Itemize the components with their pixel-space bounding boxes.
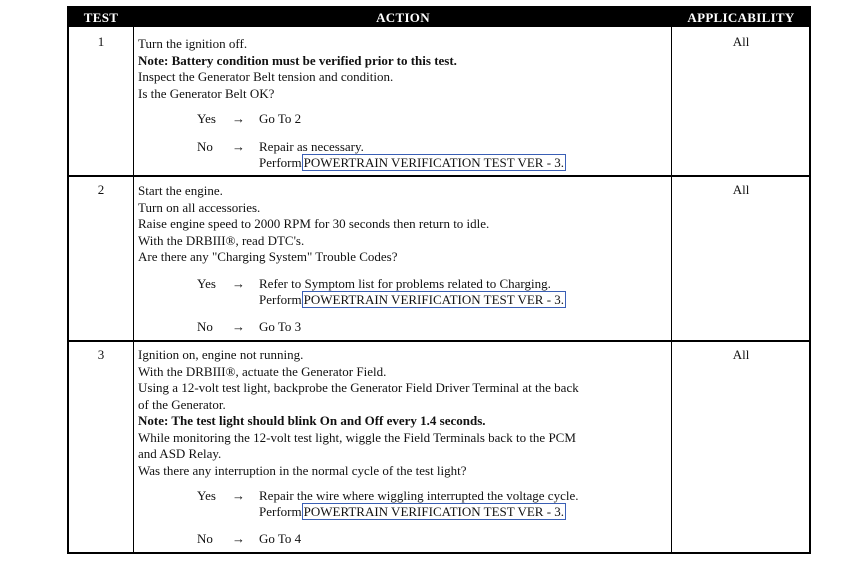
- action-line: Using a 12-volt test light, backprobe the Generator Field Driver Terminal at the back: [138, 380, 579, 395]
- action-line: Ignition on, engine not running.: [138, 347, 304, 362]
- action-line: and ASD Relay.: [138, 446, 222, 461]
- action-line: Are there any "Charging System" Trouble Codes?: [138, 249, 398, 264]
- perform-label: Perform: [259, 504, 302, 519]
- header-applicability: APPLICABILITY: [687, 10, 795, 25]
- column-divider: [133, 27, 134, 552]
- no-result: Repair as necessary.: [259, 139, 364, 154]
- applicability-value: All: [732, 182, 750, 197]
- table-header: [69, 8, 809, 27]
- header-action: ACTION: [376, 10, 430, 25]
- perform-line: [259, 292, 566, 308]
- action-text: [138, 36, 674, 102]
- yes-result: Refer to Symptom list for problems related to Charging.: [259, 276, 551, 291]
- action-line: With the DRBIII®, read DTC's.: [138, 232, 305, 248]
- action-note: Note: Battery condition must be verified prior to this test.: [138, 52, 457, 68]
- action-line: Turn on all accessories.: [138, 199, 261, 215]
- action-line: While monitoring the 12-volt test light, wiggle the Field Terminals back to the PCM: [138, 429, 576, 445]
- row-divider: [69, 175, 809, 177]
- action-note: Note: The test light should blink On and Off every 1.4 seconds.: [138, 413, 486, 428]
- verification-test-link[interactable]: POWERTRAIN VERIFICATION TEST VER - 3.: [303, 155, 565, 170]
- yes-label: Yes: [197, 488, 216, 503]
- action-line: Turn the ignition off.: [138, 36, 248, 51]
- arrow-icon: →: [232, 276, 245, 291]
- yes-result: Repair the wire where wiggling interrupted the voltage cycle.: [259, 488, 579, 503]
- arrow-icon: →: [232, 319, 245, 334]
- yes-label: Yes: [197, 111, 216, 126]
- action-line: of the Generator.: [138, 396, 226, 412]
- action-line: Was there any interruption in the normal cycle of the test light?: [138, 462, 467, 478]
- action-text: [138, 183, 674, 266]
- yes-label: Yes: [197, 276, 216, 291]
- arrow-icon: →: [232, 488, 245, 503]
- verification-test-link[interactable]: POWERTRAIN VERIFICATION TEST VER - 3.: [303, 292, 565, 307]
- arrow-icon: →: [232, 531, 245, 546]
- header-test: TEST: [83, 10, 119, 25]
- arrow-icon: →: [232, 111, 245, 126]
- action-line: With the DRBIII®, actuate the Generator Field.: [138, 363, 387, 379]
- action-text: [138, 347, 674, 479]
- action-line: Is the Generator Belt OK?: [138, 85, 275, 101]
- yes-result: Go To 2: [259, 111, 302, 126]
- no-label: No: [197, 139, 213, 154]
- applicability-value: All: [732, 34, 750, 49]
- applicability-value: All: [732, 347, 750, 362]
- test-number: 1: [97, 34, 105, 49]
- test-number: 3: [97, 347, 105, 362]
- test-number: 2: [97, 182, 105, 197]
- arrow-icon: →: [232, 139, 245, 154]
- action-line: Raise engine speed to 2000 RPM for 30 seconds then return to idle.: [138, 216, 490, 231]
- perform-line: [259, 504, 566, 520]
- perform-label: Perform: [259, 292, 302, 307]
- perform-line: [259, 155, 566, 171]
- action-line: Inspect the Generator Belt tension and condition.: [138, 69, 394, 84]
- no-result: Go To 4: [259, 531, 302, 546]
- action-line: Start the engine.: [138, 183, 223, 198]
- verification-test-link[interactable]: POWERTRAIN VERIFICATION TEST VER - 3.: [303, 504, 565, 519]
- row-divider: [69, 340, 809, 342]
- perform-label: Perform: [259, 155, 302, 170]
- no-label: No: [197, 531, 213, 546]
- no-label: No: [197, 319, 213, 334]
- test-table: [67, 6, 811, 554]
- no-result: Go To 3: [259, 319, 302, 334]
